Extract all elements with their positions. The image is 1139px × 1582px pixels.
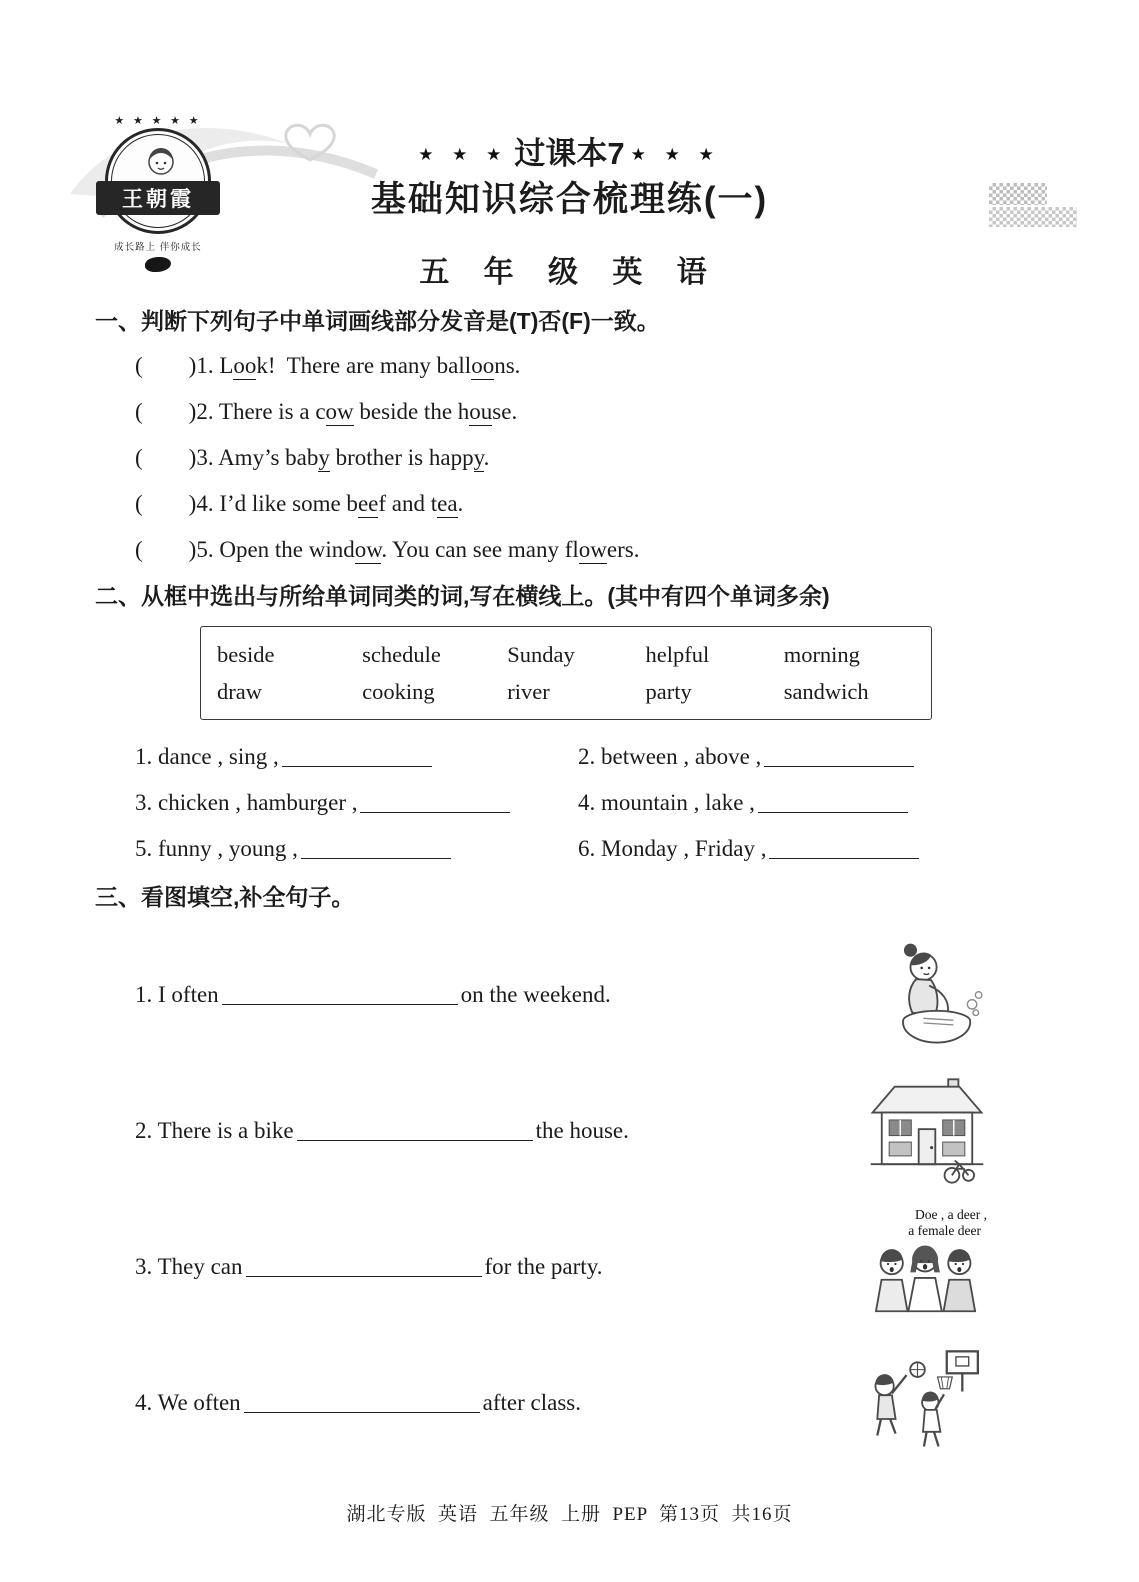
sentence-post: on the weekend. bbox=[460, 982, 611, 1007]
fill-sentence bbox=[135, 1254, 602, 1280]
logo-badge-circle bbox=[105, 128, 211, 234]
pronunciation-item-3 bbox=[135, 443, 1045, 473]
picture-fill-item-2 bbox=[95, 1063, 1045, 1199]
grade-title: 五 年 级 英 语 bbox=[419, 256, 720, 289]
sentence-pre: 2. There is a bike bbox=[135, 1118, 294, 1143]
sentence-text: There is a cow beside the house. bbox=[218, 399, 518, 424]
sentence-text: Amy’s baby brother is happy. bbox=[218, 445, 490, 470]
section-1-heading: 一、判断下列句子中单词画线部分发音是(T)否(F)一致。 bbox=[95, 308, 660, 334]
section-1-list bbox=[95, 351, 1045, 565]
page-footer: 湖北专版 英语 五年级 上册 PEP 第13页 共16页 bbox=[346, 1504, 793, 1525]
picture-fill-item-4 bbox=[95, 1335, 1045, 1471]
answer-parens: ( )3. bbox=[135, 445, 219, 470]
word-bank-word: beside bbox=[217, 642, 275, 667]
stars-icon: ★ ★ ★ bbox=[418, 145, 509, 164]
fill-sentence bbox=[135, 1118, 629, 1144]
classify-item-label: 1. dance , sing , bbox=[135, 744, 279, 769]
picture-fill-item-1 bbox=[95, 927, 1045, 1063]
pronunciation-item-4 bbox=[135, 489, 1045, 519]
answer-blank-line bbox=[222, 993, 458, 1005]
word-bank-word: draw bbox=[217, 679, 262, 704]
sentence-post: after class. bbox=[482, 1390, 582, 1415]
worksheet-title: 基础知识综合梳理练(一) bbox=[370, 180, 769, 219]
pronunciation-item-5 bbox=[135, 535, 1045, 565]
song-caption-line-1: Doe , a deer , bbox=[915, 1207, 987, 1222]
word-bank-word: sandwich bbox=[783, 679, 869, 704]
classify-item-3 bbox=[135, 788, 578, 817]
section-2-heading: 二、从框中选出与所给单词同类的词,写在横线上。(其中有四个单词多余) bbox=[95, 583, 830, 609]
answer-blank-line bbox=[758, 801, 908, 813]
illustration-playing-basketball bbox=[847, 1344, 987, 1462]
song-caption-line-2: a female deer bbox=[908, 1223, 981, 1238]
section-3-heading: 三、看图填空,补全句子。 bbox=[95, 884, 355, 910]
illustration-children-singing bbox=[847, 1207, 987, 1327]
classify-item-1 bbox=[135, 742, 578, 771]
sentence-pre: 3. They can bbox=[135, 1254, 243, 1279]
sentence-text: I’d like some beef and tea. bbox=[219, 491, 464, 516]
fill-sentence bbox=[135, 1390, 581, 1416]
answer-parens: ( )5. bbox=[135, 537, 220, 562]
word-bank-word: party bbox=[645, 679, 692, 704]
classify-item-label: 5. funny , young , bbox=[135, 836, 298, 861]
classify-item-6 bbox=[578, 834, 1045, 863]
sentence-text: Look! There are many balloons. bbox=[219, 353, 521, 378]
sentence-text: Open the window. You can see many flowers. bbox=[219, 537, 640, 562]
classify-item-2 bbox=[578, 742, 1045, 771]
answer-blank-line bbox=[301, 847, 451, 859]
classify-item-label: 2. between , above , bbox=[578, 744, 762, 769]
logo-tagline: 成长路上 伴你成长 bbox=[114, 242, 202, 253]
answer-blank-line bbox=[282, 755, 432, 767]
word-bank-box bbox=[200, 626, 932, 720]
answer-blank-line bbox=[297, 1129, 533, 1141]
answer-parens: ( )1. bbox=[135, 353, 220, 378]
illustration-house-with-bike bbox=[847, 1075, 987, 1187]
classify-item-label: 3. chicken , hamburger , bbox=[135, 790, 358, 815]
answer-parens: ( )4. bbox=[135, 491, 220, 516]
sentence-pre: 1. I often bbox=[135, 982, 219, 1007]
sentence-post: for the party. bbox=[484, 1254, 603, 1279]
answer-blank-line bbox=[769, 847, 919, 859]
answer-blank-line bbox=[244, 1401, 480, 1413]
sentence-post: the house. bbox=[535, 1118, 629, 1143]
series-title: 过课本7 bbox=[514, 136, 625, 171]
word-bank-word: river bbox=[507, 679, 550, 704]
word-bank-word: helpful bbox=[645, 642, 710, 667]
stars-icon: ★ ★ ★ bbox=[630, 145, 721, 164]
sentence-pre: 4. We often bbox=[135, 1390, 241, 1415]
logo-stars-icon: ★ ★ ★ ★ ★ bbox=[114, 115, 202, 127]
logo-brand-name: 王朝霞 bbox=[96, 181, 220, 215]
pronunciation-item-2 bbox=[135, 397, 1045, 427]
classify-item-label: 6. Monday , Friday , bbox=[578, 836, 767, 861]
word-bank-word: cooking bbox=[362, 679, 435, 704]
word-bank-word: Sunday bbox=[507, 642, 575, 667]
answer-blank-line bbox=[246, 1265, 482, 1277]
answer-parens: ( )2. bbox=[135, 399, 219, 424]
picture-fill-item-3 bbox=[95, 1199, 1045, 1335]
answer-blank-line bbox=[764, 755, 914, 767]
fill-sentence bbox=[135, 982, 611, 1008]
classify-item-label: 4. mountain , lake , bbox=[578, 790, 755, 815]
worksheet-body bbox=[95, 306, 1045, 1471]
classify-items-grid bbox=[135, 742, 1045, 863]
publisher-logo bbox=[82, 114, 234, 272]
pronunciation-item-1 bbox=[135, 351, 1045, 381]
word-bank-word: schedule bbox=[362, 642, 441, 667]
answer-blank-line bbox=[360, 801, 510, 813]
word-bank-word: morning bbox=[783, 642, 860, 667]
illustration-washing-clothes bbox=[847, 939, 987, 1051]
classify-item-4 bbox=[578, 788, 1045, 817]
logo-ink-blob-icon bbox=[145, 257, 171, 272]
classify-item-5 bbox=[135, 834, 578, 863]
